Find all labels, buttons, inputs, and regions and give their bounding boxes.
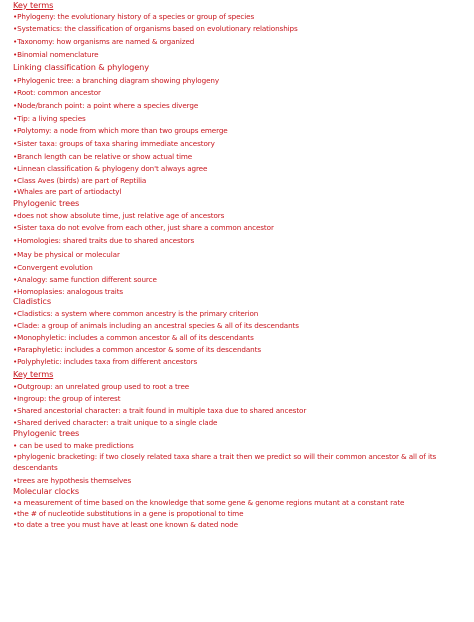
note-line: •Branch length can be relative or show actual time <box>13 152 193 161</box>
heading-cladistics: Cladistics <box>13 296 51 306</box>
note-line: •Node/branch point: a point where a species diverge <box>13 101 199 110</box>
note-line: •Whales are part of artiodactyl <box>13 187 122 196</box>
note-line: •does not show absolute time, just relative age of ancestors <box>13 211 225 220</box>
note-line: •Paraphyletic: includes a common ancestor & some of its descendants <box>13 345 262 354</box>
note-line: descendants <box>13 463 58 472</box>
note-line: •Sister taxa: groups of taxa sharing immediate ancestory <box>13 139 215 148</box>
note-line: •a measurement of time based on the knowledge that some gene & genome regions mutant at a constant rate <box>13 498 405 507</box>
note-line: •the # of nucleotide substitutions in a gene is propotional to time <box>13 509 244 518</box>
note-line: •Ingroup: the group of interest <box>13 394 121 403</box>
heading-linking-classification: Linking classification & phylogeny <box>13 62 149 72</box>
heading-molecular-clocks: Molecular clocks <box>13 486 80 496</box>
note-line: •to date a tree you must have at least one known & dated node <box>13 520 238 529</box>
note-line: •Linnean classification & phylogeny don't always agree <box>13 164 208 173</box>
note-line: •Phylogeny: the evolutionary history of a species or group of species <box>13 12 255 21</box>
heading-key-terms-2: Key terms <box>13 369 54 379</box>
note-line: •Systematics: the classification of organisms based on evolutionary relationships <box>13 24 298 33</box>
note-line: •Clade: a group of animals including an ancestral species & all of its descendants <box>13 321 299 330</box>
note-line: •Outgroup: an unrelated group used to root a tree <box>13 382 190 391</box>
note-line: •Root: common ancestor <box>13 88 101 97</box>
note-line: •Shared derived character: a trait unique to a single clade <box>13 418 218 427</box>
note-line: •phylogenic bracketing: if two closely related taxa share a trait then we predict so will their common ancestor & all of its <box>13 452 437 461</box>
note-line: •Cladistics: a system where common ancestry is the primary criterion <box>13 309 259 318</box>
note-line: • can be used to make predictions <box>13 441 134 450</box>
note-line: •Polyphyletic: includes taxa from different ancestors <box>13 357 198 366</box>
note-line: •Homoplasies: analogous traits <box>13 287 124 296</box>
note-line: •Polytomy: a node from which more than two groups emerge <box>13 126 228 135</box>
note-line: •trees are hypothesis themselves <box>13 476 132 485</box>
heading-phylogenic-trees: Phylogenic trees <box>13 198 80 208</box>
heading-phylogenic-trees-2: Phylogenic trees <box>13 428 80 438</box>
note-line: •Monophyletic: includes a common ancestor & all of its descendants <box>13 333 254 342</box>
note-line: •Shared ancestorial character: a trait found in multiple taxa due to shared ancestor <box>13 406 307 415</box>
note-line: •Taxonomy: how organisms are named & organized <box>13 37 195 46</box>
heading-key-terms: Key terms <box>13 0 54 10</box>
note-line: •Class Aves (birds) are part of Reptilia <box>13 176 147 185</box>
note-line: •Tip: a living species <box>13 114 86 123</box>
note-line: •May be physical or molecular <box>13 250 120 259</box>
note-line: •Binomial nomenclature <box>13 50 99 59</box>
note-line: •Homologies: shared traits due to shared ancestors <box>13 236 195 245</box>
note-line: •Sister taxa do not evolve from each other, just share a common ancestor <box>13 223 274 232</box>
note-line: •Phylogenic tree: a branching diagram showing phylogeny <box>13 76 219 85</box>
note-line: •Convergent evolution <box>13 263 93 272</box>
note-line: •Analogy: same function different source <box>13 275 157 284</box>
